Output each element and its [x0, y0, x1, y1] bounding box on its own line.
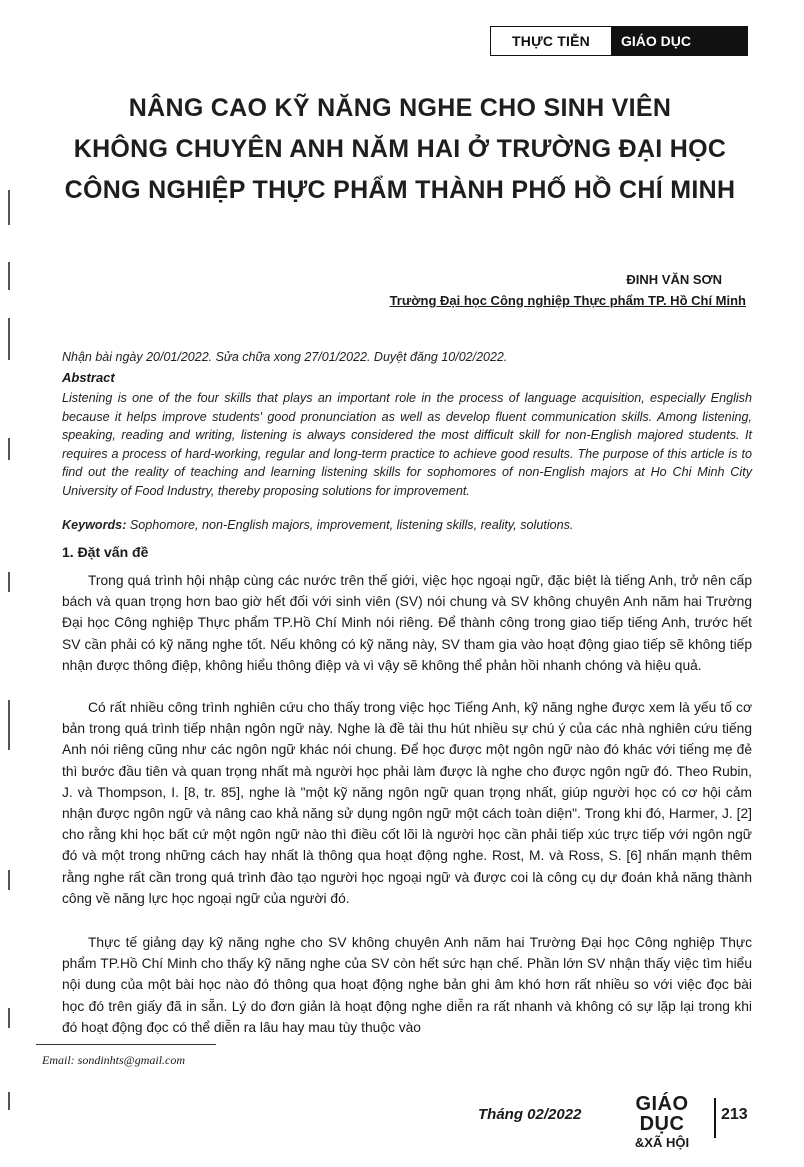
section-tag-left: THỰC TIỄN — [512, 33, 590, 49]
article-title — [40, 88, 760, 211]
margin-rule — [8, 572, 10, 592]
footnote-divider — [36, 1044, 216, 1045]
received-dates: Nhận bài ngày 20/01/2022. Sửa chữa xong 27/01/2022. Duyệt đăng 10/02/2022. — [62, 350, 508, 364]
title-line: NÂNG CAO KỸ NĂNG NGHE CHO SINH VIÊN — [128, 94, 672, 122]
body-paragraph: Có rất nhiều công trình nghiên cứu cho thấy trong việc học Tiếng Anh, kỹ năng nghe được xem là yếu tố cơ bản trong quá trình tiếp nhận ngôn ngữ này. Nghe là đề tài thu hút nhiều sự chú ý của các nhà nghiên cứu tiếng Anh nói riêng cũng như các ngôn ngữ khác nói chung. Để học được một ngôn ngữ nào đó khác với tiếng mẹ đẻ thì bước đầu tiên và quan trọng nhất mà người học phải làm được là nghe cho được ngôn ngữ đó. Theo Rubin, J. và Thompson, I. [8, tr. 85], nghe là "một kỹ năng ngôn ngữ quan trọng nhất, giúp người học có cơ hội cảm nhận được ngôn ngữ và nâng cao khả năng sử dụng ngôn ngữ một cách toàn diện". Trong khi đó, Harmer, J. [2] cho rằng khi học bất cứ một ngôn ngữ nào thì điều cốt lõi là người học cần phải tiếp xúc trực tiếp với ngôn ngữ đó và một trong những cách hay nhất là thông qua hoạt động nghe. Rost, M. và Ross, S. [6] nhấn mạnh thêm rằng nghe rất cần trong quá trình đào tạo người học ngoại ngữ và được coi là công cụ dự đoán khả năng thành công về năng lực học ngoại ngữ của người đó. — [62, 700, 752, 906]
margin-rule — [8, 438, 10, 460]
magazine-name: GIÁO DỤC — [635, 1093, 689, 1135]
page-number: 213 — [721, 1106, 748, 1123]
margin-rule — [8, 318, 10, 360]
title-line: CÔNG NGHIỆP THỰC PHẨM THÀNH PHỐ HỒ CHÍ MINH — [64, 176, 736, 204]
issue-date: Tháng 02/2022 — [478, 1106, 582, 1123]
margin-rule — [8, 870, 10, 890]
body-paragraph: Thực tế giảng dạy kỹ năng nghe cho SV không chuyên Anh năm hai Trường Đại học Công nghiệp Thực phẩm TP.Hồ Chí Minh cho thấy kỹ năng nghe của SV còn hết sức hạn chế. Phần lớn SV nhận thấy việc tìm hiểu nội dung của một bài học nào đó thông qua hoạt động nghe bản ghi âm khó hơn rất nhiều so với việc đọc bài học đó trên giấy đã in sẵn. Lý do đơn giản là hoạt động nghe diễn ra rất nhanh và không có sự lặp lại trong khi đó hoạt động đọc có thể diễn ra lâu hay mau tùy thuộc vào — [62, 935, 752, 1035]
margin-rule — [8, 700, 10, 750]
author-email: Email: sondinhts@gmail.com — [42, 1053, 186, 1067]
author-affiliation: Trường Đại học Công nghiệp Thực phẩm TP. Hồ Chí Minh — [389, 293, 746, 308]
abstract-heading: Abstract — [62, 370, 115, 385]
section-tag-right: GIÁO DỤC — [611, 27, 747, 55]
abstract-text: Listening is one of the four skills that plays an important role in the process of language acquisition, especially English because it helps improve students' good pronunciation as well as develop fluent communication skills. Among listening, speaking, reading and writing, listening is always considered the most difficult skill for non-English majored students. It requires a process of hard-working, regular and long-term practice to achieve good results. The purpose of this article is to find out the reality of teaching and learning listening skills for sophomores of non-English majors at Ho Chi Minh City University of Food Industry, thereby proposing solutions for improvement. — [62, 391, 752, 498]
keywords — [62, 518, 752, 532]
margin-rule — [8, 1092, 10, 1110]
footer-divider — [714, 1098, 716, 1138]
body-paragraph: Trong quá trình hội nhập cùng các nước trên thế giới, việc học ngoại ngữ, đặc biệt là tiếng Anh, trở nên cấp bách và quan trọng hơn bao giờ hết đối với sinh viên (SV) nói chung và SV không chuyên Anh năm hai Trường Đại học Công nghiệp Thực phẩm TP.Hồ Chí Minh nói riêng. Để thành công trong giao tiếp tiếng Anh, trước hết SV cần phải có kỹ năng nghe tốt. Nếu không có kỹ năng này, SV tham gia vào hoạt động giao tiếp sẽ không tiếp nhận được thông điệp, không hiểu thông điệp và vì vậy sẽ không thể phản hồi nhanh chóng và hiệu quả. — [62, 573, 752, 673]
magazine-subname: &XÃ HỘI — [634, 1135, 690, 1150]
margin-rule — [8, 1008, 10, 1028]
keywords-text: Sophomore, non-English majors, improvement, listening skills, reality, solutions. — [129, 518, 574, 532]
section-heading: 1. Đặt vấn đề — [62, 544, 149, 560]
title-line: KHÔNG CHUYÊN ANH NĂM HAI Ở TRƯỜNG ĐẠI HỌC — [73, 135, 727, 163]
magazine-logo — [612, 1094, 712, 1149]
author-name: ĐINH VĂN SƠN — [626, 272, 722, 287]
margin-rule — [8, 262, 10, 290]
margin-rule — [8, 190, 10, 225]
section-tag — [490, 26, 748, 56]
keywords-label: Keywords: — [62, 518, 127, 532]
